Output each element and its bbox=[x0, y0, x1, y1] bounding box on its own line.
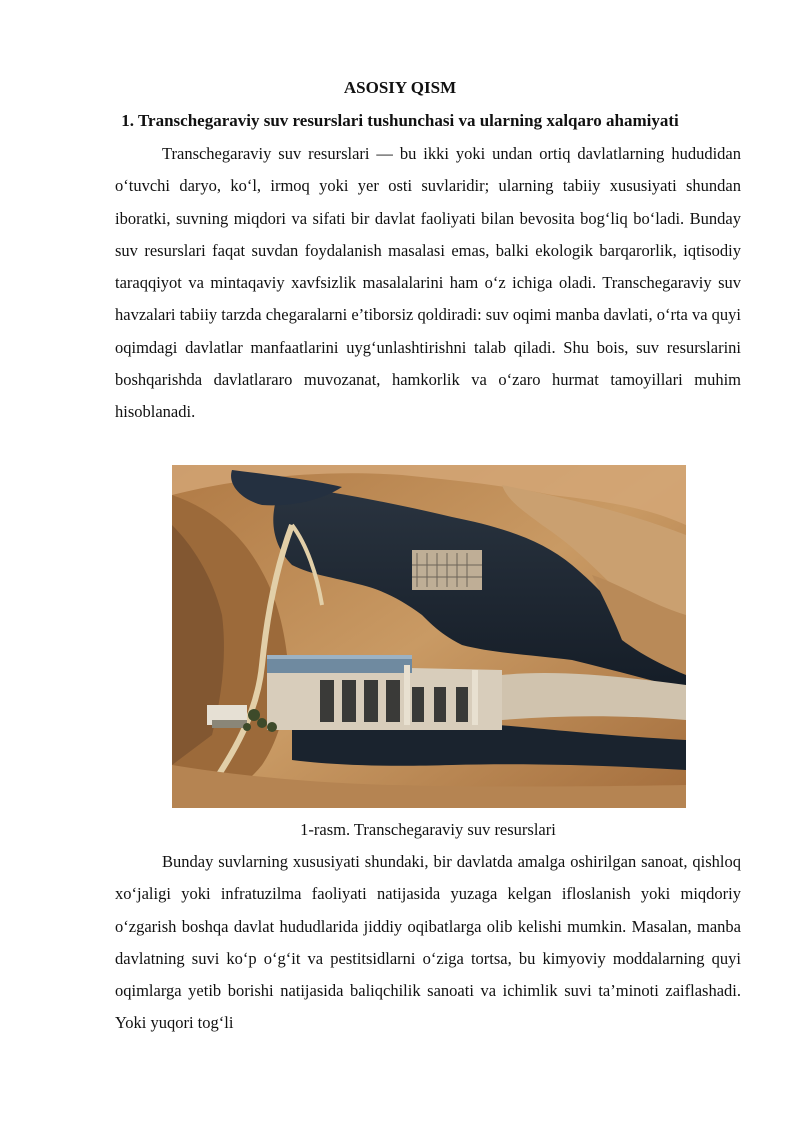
dam-photo bbox=[172, 465, 686, 808]
subsection-title: 1. Transchegaraviy suv resurslari tushunchasi va ularning xalqaro ahamiyati bbox=[121, 111, 679, 130]
paragraph-continuation: Bunday suvlarning xususiyati shundaki, bir davlatda amalga oshirilgan sanoat, qishloq xo‘jaligi yoki infratuzilma faoliyati natijasida yuzaga kelgan ifloslanish yoki miqdoriy o‘zgarish boshqa davlat hududlarida jiddiy oqibatlarga olib kelishi mumkin. Masalan, manba davlatning suvi ko‘p o‘g‘it va pestitsidlarni o‘ziga tortsa, bu kimyoviy moddalarning quyi oqimlarga yetib borishi natijasida baliqchilik sanoati va ichimlik suvi ta’minoti zaiflashadi. Yoki yuqori tog‘li bbox=[115, 852, 741, 1033]
figure-caption: 1-rasm. Transchegaraviy suv resurslari bbox=[300, 820, 556, 839]
section-title: ASOSIY QISM bbox=[343, 78, 457, 97]
paragraph-intro: Transchegaraviy suv resurslari — bu ikki yoki undan ortiq davlatlarning hududidan o‘tuvchi daryo, ko‘l, irmoq yoki yer osti suvlaridir; ularning tabiiy xususiyati shundan iboratki, suvning miqdori va sifati bir davlat faoliyati bilan bevosita bog‘liq bo‘ladi. Bunday suv resurslari faqat suvdan foydalanish masalasi emas, balki ekologik barqarorlik, iqtisodiy taraqqiyot va mintaqaviy xavfsizlik masalalarini ham o‘z ichiga oladi. Transchegaraviy suv havzalari tabiiy tarzda chegaralarni e’tiborsiz qoldiradi: suv oqimi manba davlati, o‘rta va quyi oqimdagi davlatlar manfaatlarini uyg‘unlashtirishni talab qiladi. Shu bois, suv resurslarini boshqarishda davlatlararo muvozanat, hamkorlik va o‘zaro hurmat tamoyillari muhim hisoblanadi. bbox=[115, 144, 742, 422]
dam-photo-illustration bbox=[172, 465, 686, 808]
powerhouse-roof bbox=[267, 658, 412, 673]
